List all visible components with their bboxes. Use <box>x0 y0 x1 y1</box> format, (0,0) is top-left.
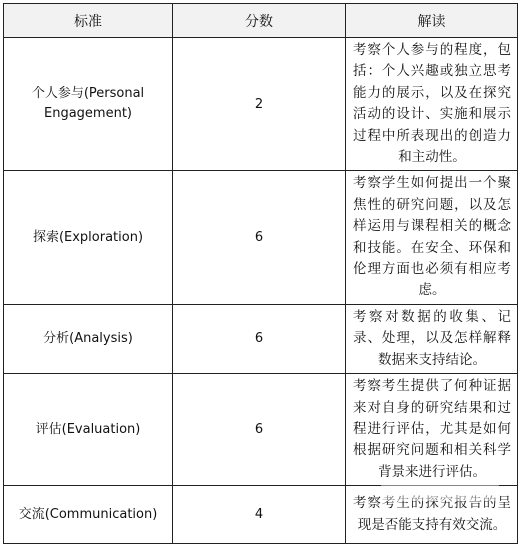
header-score: 分数 <box>173 4 346 38</box>
criterion-cell: 交流(Communication) <box>4 486 173 544</box>
watermark-overlay <box>381 479 499 501</box>
criterion-cell: 个人参与(Personal Engagement) <box>4 38 173 171</box>
explanation-cell: 考察个人参与的程度，包括：个人兴趣或独立思考能力的展示，以及在探究活动的设计、实施和展示过程中所表现出的创造力和主动性。 <box>346 38 518 171</box>
score-cell: 4 <box>173 486 346 544</box>
explanation-cell: 考察学生如何提出一个聚焦性的研究问题，以及怎样运用与课程相关的概念和技能。在安全、环保和伦理方面也必须有相应考虑。 <box>346 171 518 304</box>
table-row <box>4 38 518 171</box>
header-criterion: 标准 <box>4 4 173 38</box>
table-row <box>4 304 518 373</box>
explanation-cell: 考察对数据的收集、记录、处理，以及怎样解释数据来支持结论。 <box>346 304 518 373</box>
criteria-table <box>3 3 518 544</box>
criterion-cell: 分析(Analysis) <box>4 304 173 373</box>
table-row <box>4 171 518 304</box>
score-cell: 6 <box>173 374 346 486</box>
criterion-cell: 评估(Evaluation) <box>4 374 173 486</box>
explanation-cell: 考察考生提供了何种证据来对自身的研究结果和过程进行评估，尤其是如何根据研究问题和相关科学背景来进行评估。 <box>346 374 518 486</box>
score-cell: 2 <box>173 38 346 171</box>
score-cell: 6 <box>173 304 346 373</box>
header-explanation: 解读 <box>346 4 518 38</box>
criterion-cell: 探索(Exploration) <box>4 171 173 304</box>
explanation-cell: 考察考生的探究报告的呈现是否能支持有效交流。 <box>346 486 518 544</box>
score-cell: 6 <box>173 171 346 304</box>
table-row <box>4 374 518 486</box>
header-row <box>4 4 518 38</box>
